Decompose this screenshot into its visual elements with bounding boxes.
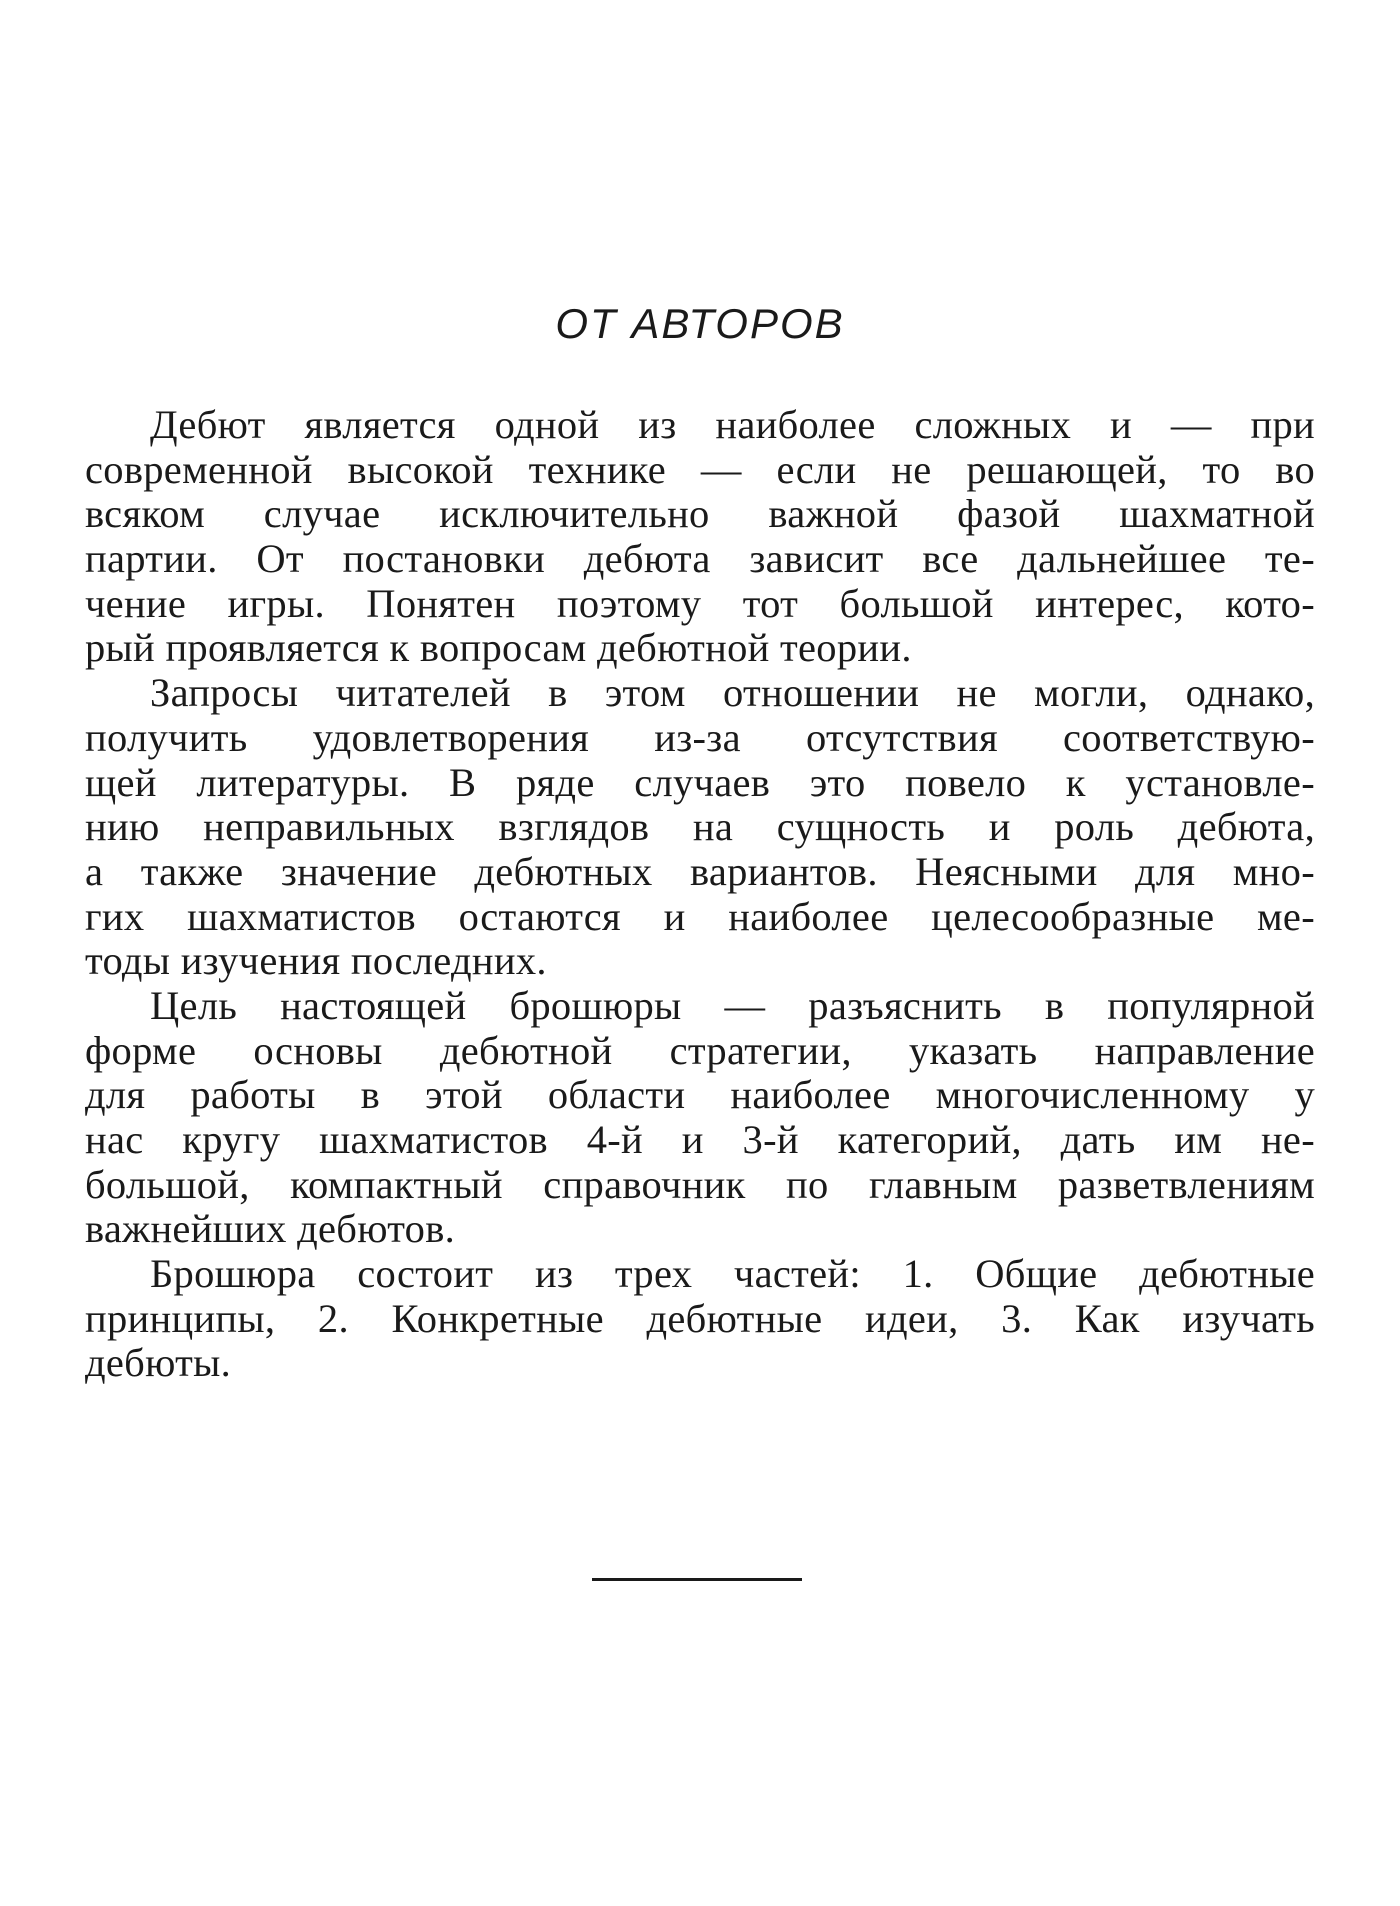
text-line: для работы в этой области наиболее многочисленному у (85, 1072, 1315, 1118)
text-line: Брошюра состоит из трех частей: 1. Общие дебютные (150, 1251, 1315, 1297)
text-line: дебюты. (85, 1340, 232, 1386)
text-line: Дебют является одной из наиболее сложных и — при (150, 402, 1315, 447)
text-line: всяком случае исключительно важной фазой шахматной (85, 491, 1315, 537)
page-title: ОТ АВТОРОВ (555, 300, 845, 347)
text-line: а также значение дебютных вариантов. Неясными для мно- (85, 848, 1315, 894)
text-line: большой, компактный справочник по главным разветвлениям (85, 1161, 1315, 1207)
text-line: нас кругу шахматистов 4-й и 3-й категорий, дать им не- (85, 1117, 1315, 1162)
preface-text (85, 403, 1315, 1386)
text-line: чение игры. Понятен поэтому тот большой интерес, кото- (85, 580, 1315, 626)
text-line: рый проявляется к вопросам дебютной теории. (85, 625, 912, 671)
text-line: современной высокой технике — если не решающей, то во (85, 446, 1315, 492)
paragraph-4 (85, 1252, 1315, 1386)
paragraph-1 (85, 403, 1315, 671)
text-line: получить удовлетворения из-за отсутствия соответствую- (85, 714, 1315, 760)
text-line: важнейших дебютов. (85, 1206, 456, 1252)
text-line: гих шахматистов остаются и наиболее целесообразные ме- (85, 893, 1315, 939)
text-line: партии. От постановки дебюта зависит все дальнейшее те- (85, 536, 1315, 582)
text-line: Запросы читателей в этом отношении не могли, однако, (150, 670, 1315, 716)
text-line: Цель настоящей брошюры — разъяснить в популярной (150, 982, 1315, 1028)
paragraph-2 (85, 671, 1315, 984)
section-end-rule (592, 1578, 802, 1581)
text-line: нию неправильных взглядов на сущность и роль дебюта, (85, 804, 1315, 850)
paragraph-3 (85, 984, 1315, 1252)
text-line: принципы, 2. Конкретные дебютные идеи, 3. Как изучать (85, 1295, 1315, 1341)
text-line: тоды изучения последних. (85, 938, 547, 984)
text-line: форме основы дебютной стратегии, указать направление (85, 1027, 1315, 1073)
text-line: щей литературы. В ряде случаев это повело к установле- (85, 759, 1315, 805)
